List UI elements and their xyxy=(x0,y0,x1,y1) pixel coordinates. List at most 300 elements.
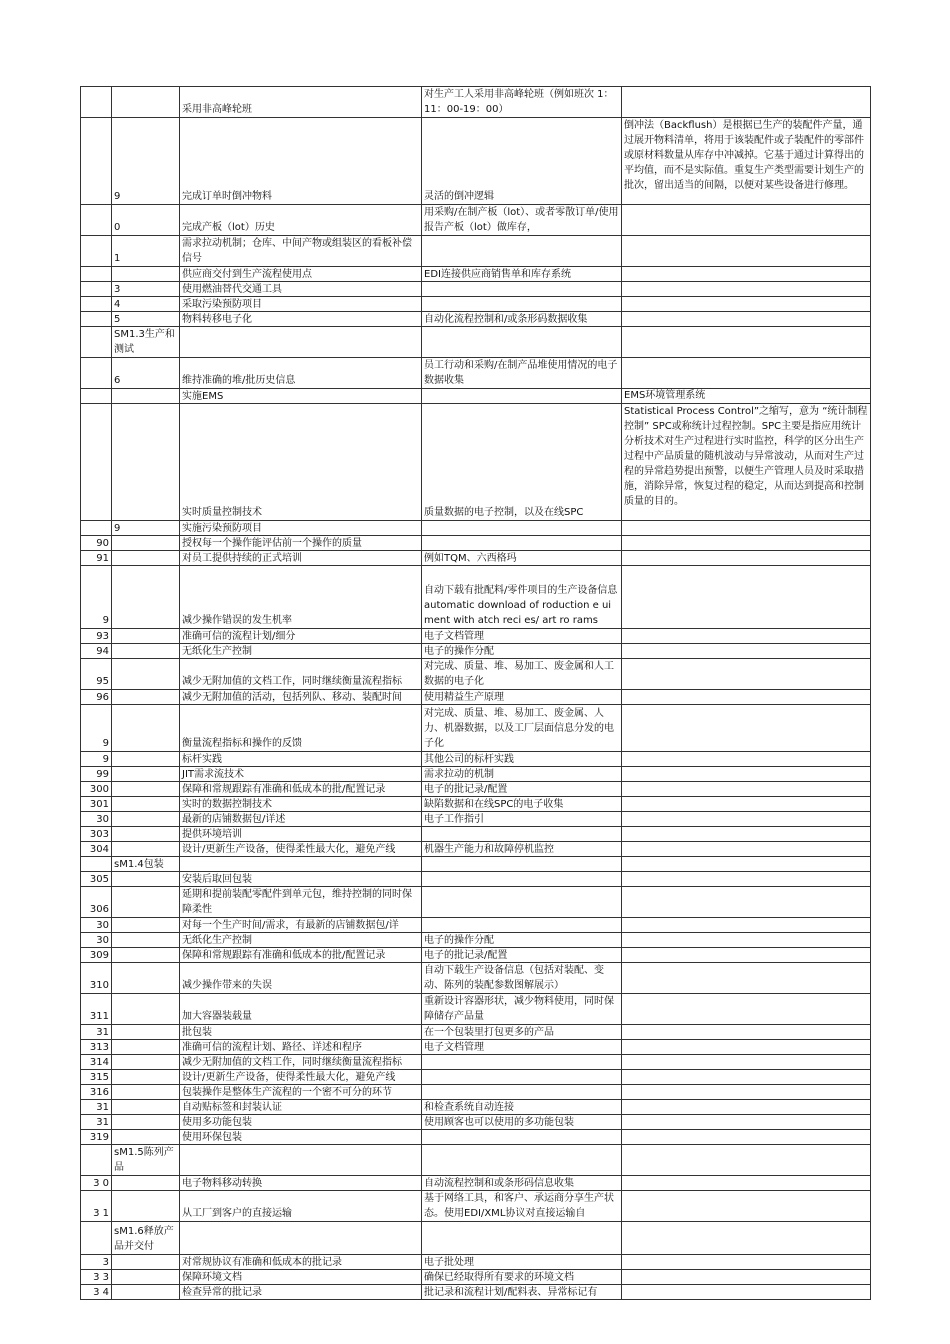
note-cell xyxy=(622,87,871,118)
solution-cell: 电子工作指引 xyxy=(422,812,622,827)
table-row xyxy=(81,1145,871,1176)
index-cell xyxy=(112,1176,180,1191)
solution-cell xyxy=(422,827,622,842)
solution-cell: 其他公司的标杆实践 xyxy=(422,752,622,767)
index-cell xyxy=(112,1085,180,1100)
note-cell xyxy=(622,1025,871,1040)
table-row xyxy=(81,1176,871,1191)
index-cell xyxy=(112,566,180,629)
table-row xyxy=(81,887,871,918)
index-cell xyxy=(112,887,180,918)
requirement-cell: 实施EMS xyxy=(180,389,422,404)
requirement-cell: 设计/更新生产设备，使得柔性最大化，避免产线 xyxy=(180,842,422,857)
table-row xyxy=(81,87,871,118)
note-cell xyxy=(622,797,871,812)
row-number-cell: 93 xyxy=(81,629,112,644)
note-cell xyxy=(622,752,871,767)
index-cell xyxy=(112,267,180,282)
solution-cell: 对完成、质量、堆、易加工、废金属、人力、机器数据，以及工厂层面信息分发的电子化 xyxy=(422,705,622,752)
note-cell xyxy=(622,1222,871,1255)
solution-cell: 灵活的倒冲逻辑 xyxy=(422,118,622,205)
solution-cell xyxy=(422,857,622,872)
table-row xyxy=(81,297,871,312)
requirement-cell xyxy=(180,327,422,358)
table-row xyxy=(81,629,871,644)
index-cell xyxy=(112,994,180,1025)
index-cell xyxy=(112,1130,180,1145)
index-cell xyxy=(112,1285,180,1300)
requirement-cell: 对员工提供持续的正式培训 xyxy=(180,551,422,566)
index-cell xyxy=(112,644,180,659)
row-number-cell xyxy=(81,1145,112,1176)
note-cell xyxy=(622,948,871,963)
requirement-cell: 减少无附加值的文档工作，同时继续衡量流程指标 xyxy=(180,1055,422,1070)
requirement-cell: 完成订单时倒冲物料 xyxy=(180,118,422,205)
note-cell xyxy=(622,887,871,918)
requirement-cell: 保障和常规跟踪有准确和低成本的批/配置记录 xyxy=(180,948,422,963)
table-row xyxy=(81,1070,871,1085)
table-row xyxy=(81,812,871,827)
requirement-cell: 对每一个生产时间/需求，有最新的店铺数据包/详 xyxy=(180,918,422,933)
note-cell xyxy=(622,963,871,994)
requirement-cell: 减少操作错误的发生机率 xyxy=(180,566,422,629)
solution-cell: 自动化流程控制和/或条形码数据收集 xyxy=(422,312,622,327)
table-row xyxy=(81,1285,871,1300)
solution-cell xyxy=(422,297,622,312)
index-cell: 3 xyxy=(112,282,180,297)
index-cell: SM1.3生产和测试 xyxy=(112,327,180,358)
row-number-cell: 306 xyxy=(81,887,112,918)
table-row xyxy=(81,857,871,872)
row-number-cell xyxy=(81,358,112,389)
solution-cell: 确保已经取得所有要求的环境文档 xyxy=(422,1270,622,1285)
solution-cell xyxy=(422,536,622,551)
index-cell xyxy=(112,872,180,887)
row-number-cell: 30 xyxy=(81,812,112,827)
requirement-cell: 减少操作带来的失误 xyxy=(180,963,422,994)
note-cell xyxy=(622,1115,871,1130)
solution-cell xyxy=(422,282,622,297)
table-row xyxy=(81,1222,871,1255)
requirement-cell: 需求拉动机制；仓库、中间产物或组装区的看板补偿信号 xyxy=(180,236,422,267)
row-number-cell: 3 4 xyxy=(81,1285,112,1300)
note-cell xyxy=(622,659,871,690)
requirement-cell: 从工厂到客户的直接运输 xyxy=(180,1191,422,1222)
note-cell xyxy=(622,521,871,536)
index-cell xyxy=(112,1255,180,1270)
solution-cell: 电子的操作分配 xyxy=(422,644,622,659)
note-cell xyxy=(622,327,871,358)
requirement-cell: 采用非高峰轮班 xyxy=(180,87,422,118)
requirement-cell: 提供环境培训 xyxy=(180,827,422,842)
note-cell xyxy=(622,918,871,933)
note-cell xyxy=(622,1270,871,1285)
requirement-cell: 加大容器装载量 xyxy=(180,994,422,1025)
note-cell xyxy=(622,629,871,644)
requirement-cell: 最新的店铺数据包/详述 xyxy=(180,812,422,827)
row-number-cell: 305 xyxy=(81,872,112,887)
index-cell: sM1.5陈列产品 xyxy=(112,1145,180,1176)
row-number-cell: 3 3 xyxy=(81,1270,112,1285)
note-cell xyxy=(622,1176,871,1191)
row-number-cell: 94 xyxy=(81,644,112,659)
note-cell xyxy=(622,857,871,872)
requirement-cell: 延期和提前装配零配件到单元包，维持控制的同时保障柔性 xyxy=(180,887,422,918)
note-cell xyxy=(622,236,871,267)
table-row xyxy=(81,282,871,297)
requirement-cell: 实时质量控制技术 xyxy=(180,404,422,521)
row-number-cell: 9 xyxy=(81,752,112,767)
note-cell xyxy=(622,205,871,236)
note-cell xyxy=(622,644,871,659)
row-number-cell: 304 xyxy=(81,842,112,857)
row-number-cell: 313 xyxy=(81,1040,112,1055)
table-row xyxy=(81,1255,871,1270)
note-cell: 倒冲法（Backflush）是根据已生产的装配件产量，通过展开物料清单，将用于该装配件或子装配件的零部件或原材料数量从库存中冲减掉。它基于通过计算得出的平均值，而不是实际值。重复生产类型需要计划生产的批次，留出适当的间隔，以便对某些设备进行修理。 xyxy=(622,118,871,205)
table-row xyxy=(81,1025,871,1040)
note-cell xyxy=(622,1100,871,1115)
table-row xyxy=(81,1130,871,1145)
index-cell xyxy=(112,1270,180,1285)
requirement-cell xyxy=(180,857,422,872)
solution-cell xyxy=(422,327,622,358)
row-number-cell: 310 xyxy=(81,963,112,994)
note-cell xyxy=(622,1085,871,1100)
row-number-cell xyxy=(81,282,112,297)
row-number-cell: 96 xyxy=(81,690,112,705)
table-row xyxy=(81,1115,871,1130)
solution-cell: 电子的批记录/配置 xyxy=(422,948,622,963)
index-cell xyxy=(112,933,180,948)
index-cell xyxy=(112,963,180,994)
table-row xyxy=(81,118,871,205)
table-row xyxy=(81,948,871,963)
solution-cell: 例如TQM、六西格玛 xyxy=(422,551,622,566)
requirement-cell: 标杆实践 xyxy=(180,752,422,767)
requirement-cell xyxy=(180,1145,422,1176)
note-cell xyxy=(622,551,871,566)
requirement-cell: 供应商交付到生产流程使用点 xyxy=(180,267,422,282)
table-row xyxy=(81,644,871,659)
table-row xyxy=(81,690,871,705)
index-cell: sM1.4包装 xyxy=(112,857,180,872)
table-row xyxy=(81,1085,871,1100)
note-cell xyxy=(622,282,871,297)
index-cell xyxy=(112,1070,180,1085)
row-number-cell xyxy=(81,857,112,872)
index-cell: 9 xyxy=(112,521,180,536)
solution-cell xyxy=(422,1055,622,1070)
table-row xyxy=(81,827,871,842)
row-number-cell: 311 xyxy=(81,994,112,1025)
index-cell xyxy=(112,536,180,551)
table-row xyxy=(81,312,871,327)
index-cell xyxy=(112,1100,180,1115)
row-number-cell xyxy=(81,389,112,404)
solution-cell: 电子的批记录/配置 xyxy=(422,782,622,797)
row-number-cell: 315 xyxy=(81,1070,112,1085)
requirement-cell: 电子物料移动转换 xyxy=(180,1176,422,1191)
index-cell xyxy=(112,551,180,566)
solution-cell: 用采购/在制产板（lot）、或者零散订单/使用报告产板（lot）做库存， xyxy=(422,205,622,236)
note-cell xyxy=(622,933,871,948)
index-cell xyxy=(112,827,180,842)
requirement-cell: 准确可信的流程计划、路径、详述和程序 xyxy=(180,1040,422,1055)
table-row xyxy=(81,767,871,782)
table-row xyxy=(81,933,871,948)
row-number-cell: 99 xyxy=(81,767,112,782)
requirement-cell: 包装操作是整体生产流程的一个密不可分的环节 xyxy=(180,1085,422,1100)
note-cell xyxy=(622,566,871,629)
solution-cell: 电子的操作分配 xyxy=(422,933,622,948)
table-row xyxy=(81,659,871,690)
note-cell xyxy=(622,1040,871,1055)
table-row xyxy=(81,1055,871,1070)
requirement-cell: 检查异常的批记录 xyxy=(180,1285,422,1300)
note-cell xyxy=(622,994,871,1025)
requirement-cell xyxy=(180,1222,422,1255)
index-cell xyxy=(112,767,180,782)
requirement-cell: 对常规协议有准确和低成本的批记录 xyxy=(180,1255,422,1270)
row-number-cell xyxy=(81,327,112,358)
spreadsheet-body xyxy=(81,87,871,1300)
row-number-cell xyxy=(81,1222,112,1255)
table-row xyxy=(81,404,871,521)
requirement-cell: 维持准确的堆/批历史信息 xyxy=(180,358,422,389)
note-cell xyxy=(622,1070,871,1085)
solution-cell: 需求拉动的机制 xyxy=(422,767,622,782)
table-row xyxy=(81,842,871,857)
index-cell: 0 xyxy=(112,205,180,236)
requirement-cell: 衡量流程指标和操作的反馈 xyxy=(180,705,422,752)
solution-cell: 对生产工人采用非高峰轮班（例如班次 1：11：00-19：00） xyxy=(422,87,622,118)
row-number-cell xyxy=(81,205,112,236)
row-number-cell xyxy=(81,404,112,521)
note-cell xyxy=(622,536,871,551)
note-cell xyxy=(622,1285,871,1300)
row-number-cell: 301 xyxy=(81,797,112,812)
row-number-cell: 31 xyxy=(81,1025,112,1040)
requirement-cell: 批包装 xyxy=(180,1025,422,1040)
note-cell xyxy=(622,705,871,752)
row-number-cell: 314 xyxy=(81,1055,112,1070)
note-cell xyxy=(622,1255,871,1270)
index-cell xyxy=(112,389,180,404)
solution-cell: 机器生产能力和故障停机监控 xyxy=(422,842,622,857)
solution-cell: 重新设计容器形状，减少物料使用，同时保障储存产品量 xyxy=(422,994,622,1025)
note-cell xyxy=(622,297,871,312)
requirement-cell: 减少无附加值的活动，包括列队、移动、装配时间 xyxy=(180,690,422,705)
row-number-cell: 303 xyxy=(81,827,112,842)
index-cell xyxy=(112,842,180,857)
solution-cell: 基于网络工具，和客户、承运商分享生产状态。使用EDI/XML协议对直接运输自 xyxy=(422,1191,622,1222)
index-cell xyxy=(112,705,180,752)
note-cell xyxy=(622,690,871,705)
index-cell xyxy=(112,629,180,644)
requirement-cell: 使用多功能包装 xyxy=(180,1115,422,1130)
requirement-cell: 物料转移电子化 xyxy=(180,312,422,327)
table-row xyxy=(81,267,871,282)
table-row xyxy=(81,327,871,358)
note-cell xyxy=(622,1055,871,1070)
index-cell xyxy=(112,812,180,827)
requirement-cell: 使用燃油替代交通工具 xyxy=(180,282,422,297)
requirement-cell: 自动贴标签和封装认证 xyxy=(180,1100,422,1115)
note-cell xyxy=(622,358,871,389)
index-cell: 5 xyxy=(112,312,180,327)
index-cell: 1 xyxy=(112,236,180,267)
note-cell xyxy=(622,267,871,282)
requirement-cell: 使用环保包装 xyxy=(180,1130,422,1145)
row-number-cell xyxy=(81,297,112,312)
solution-cell: 批记录和流程计划/配料表、异常标记有 xyxy=(422,1285,622,1300)
requirement-cell: 准确可信的流程计划/细分 xyxy=(180,629,422,644)
index-cell xyxy=(112,918,180,933)
note-cell xyxy=(622,1130,871,1145)
spreadsheet-table xyxy=(80,86,871,1300)
row-number-cell: 30 xyxy=(81,918,112,933)
table-row xyxy=(81,1191,871,1222)
table-row xyxy=(81,994,871,1025)
requirement-cell: 无纸化生产控制 xyxy=(180,644,422,659)
row-number-cell xyxy=(81,118,112,205)
solution-cell: 电子文档管理 xyxy=(422,629,622,644)
index-cell: sM1.6释放产品并交付 xyxy=(112,1222,180,1255)
requirement-cell: 采取污染预防项目 xyxy=(180,297,422,312)
note-cell xyxy=(622,1145,871,1176)
table-row xyxy=(81,205,871,236)
note-cell xyxy=(622,1191,871,1222)
solution-cell: 电子批处理 xyxy=(422,1255,622,1270)
index-cell xyxy=(112,797,180,812)
table-row xyxy=(81,797,871,812)
requirement-cell: 实时的数据控制技术 xyxy=(180,797,422,812)
table-row xyxy=(81,1270,871,1285)
index-cell: 6 xyxy=(112,358,180,389)
index-cell xyxy=(112,752,180,767)
note-cell xyxy=(622,812,871,827)
solution-cell: 质量数据的电子控制，以及在线SPC xyxy=(422,404,622,521)
note-cell: Statistical Process Control”之缩写，意为 “统计制程控制” SPC或称统计过程控制。SPC主要是指应用统计分析技术对生产过程进行实时监控，科学的区分出生产过程中产品质量的随机波动与异常波动，从而对生产过程的异常趋势提出预警，以便生产管理人员及时采取措施，消除异常，恢复过程的稳定，从而达到提高和控制质量的目的。 xyxy=(622,404,871,521)
solution-cell: 自动流程控制和或条形码信息收集 xyxy=(422,1176,622,1191)
note-cell xyxy=(622,842,871,857)
index-cell xyxy=(112,1025,180,1040)
table-row xyxy=(81,551,871,566)
index-cell xyxy=(112,782,180,797)
solution-cell: 电子文档管理 xyxy=(422,1040,622,1055)
row-number-cell: 3 xyxy=(81,1255,112,1270)
solution-cell: 和检查系统自动连接 xyxy=(422,1100,622,1115)
row-number-cell: 31 xyxy=(81,1100,112,1115)
row-number-cell: 31 xyxy=(81,1115,112,1130)
index-cell xyxy=(112,1191,180,1222)
solution-cell xyxy=(422,1070,622,1085)
row-number-cell xyxy=(81,521,112,536)
row-number-cell: 319 xyxy=(81,1130,112,1145)
solution-cell: 使用顾客也可以使用的多功能包装 xyxy=(422,1115,622,1130)
table-row xyxy=(81,963,871,994)
solution-cell: 自动下载有批配料/零件项目的生产设备信息automatic download of roduction e ui ment with atch reci es/ art ro rams xyxy=(422,566,622,629)
index-cell xyxy=(112,1115,180,1130)
requirement-cell: 授权每一个操作能评估前一个操作的质量 xyxy=(180,536,422,551)
note-cell xyxy=(622,312,871,327)
row-number-cell: 309 xyxy=(81,948,112,963)
table-row xyxy=(81,752,871,767)
requirement-cell: 保障和常规跟踪有准确和低成本的批/配置记录 xyxy=(180,782,422,797)
note-cell xyxy=(622,767,871,782)
row-number-cell: 9 xyxy=(81,705,112,752)
row-number-cell: 30 xyxy=(81,933,112,948)
requirement-cell: 安装后取回包装 xyxy=(180,872,422,887)
solution-cell xyxy=(422,872,622,887)
index-cell xyxy=(112,1040,180,1055)
row-number-cell xyxy=(81,267,112,282)
table-row xyxy=(81,236,871,267)
note-cell xyxy=(622,872,871,887)
solution-cell xyxy=(422,236,622,267)
solution-cell xyxy=(422,521,622,536)
solution-cell: 自动下载生产设备信息（包括对装配、变动、陈列的装配参数图解展示） xyxy=(422,963,622,994)
index-cell xyxy=(112,1055,180,1070)
solution-cell: EDI连接供应商销售单和库存系统 xyxy=(422,267,622,282)
solution-cell xyxy=(422,1222,622,1255)
table-row xyxy=(81,918,871,933)
table-row xyxy=(81,782,871,797)
row-number-cell xyxy=(81,236,112,267)
requirement-cell: JIT需求流技术 xyxy=(180,767,422,782)
table-row xyxy=(81,566,871,629)
solution-cell: 员工行动和采购/在制产品堆使用情况的电子数据收集 xyxy=(422,358,622,389)
requirement-cell: 设计/更新生产设备，使得柔性最大化，避免产线 xyxy=(180,1070,422,1085)
solution-cell: 缺陷数据和在线SPC的电子收集 xyxy=(422,797,622,812)
table-row xyxy=(81,1040,871,1055)
row-number-cell: 3 0 xyxy=(81,1176,112,1191)
table-row xyxy=(81,389,871,404)
index-cell xyxy=(112,690,180,705)
requirement-cell: 完成产板（lot）历史 xyxy=(180,205,422,236)
row-number-cell: 300 xyxy=(81,782,112,797)
row-number-cell: 95 xyxy=(81,659,112,690)
solution-cell xyxy=(422,918,622,933)
row-number-cell xyxy=(81,312,112,327)
index-cell xyxy=(112,948,180,963)
requirement-cell: 减少无附加值的文档工作，同时继续衡量流程指标 xyxy=(180,659,422,690)
solution-cell xyxy=(422,1130,622,1145)
row-number-cell: 91 xyxy=(81,551,112,566)
table-row xyxy=(81,358,871,389)
solution-cell: 在一个包装里打包更多的产品 xyxy=(422,1025,622,1040)
solution-cell xyxy=(422,887,622,918)
index-cell xyxy=(112,404,180,521)
solution-cell xyxy=(422,389,622,404)
index-cell: 4 xyxy=(112,297,180,312)
solution-cell xyxy=(422,1145,622,1176)
requirement-cell: 实施污染预防项目 xyxy=(180,521,422,536)
row-number-cell: 316 xyxy=(81,1085,112,1100)
table-row xyxy=(81,872,871,887)
table-row xyxy=(81,705,871,752)
index-cell: 9 xyxy=(112,118,180,205)
table-row xyxy=(81,521,871,536)
table-row xyxy=(81,536,871,551)
solution-cell: 对完成、质量、堆、易加工、废金属和人工数据的电子化 xyxy=(422,659,622,690)
requirement-cell: 保障环境文档 xyxy=(180,1270,422,1285)
row-number-cell xyxy=(81,87,112,118)
solution-cell: 使用精益生产原理 xyxy=(422,690,622,705)
index-cell xyxy=(112,659,180,690)
index-cell xyxy=(112,87,180,118)
row-number-cell: 9 xyxy=(81,566,112,629)
